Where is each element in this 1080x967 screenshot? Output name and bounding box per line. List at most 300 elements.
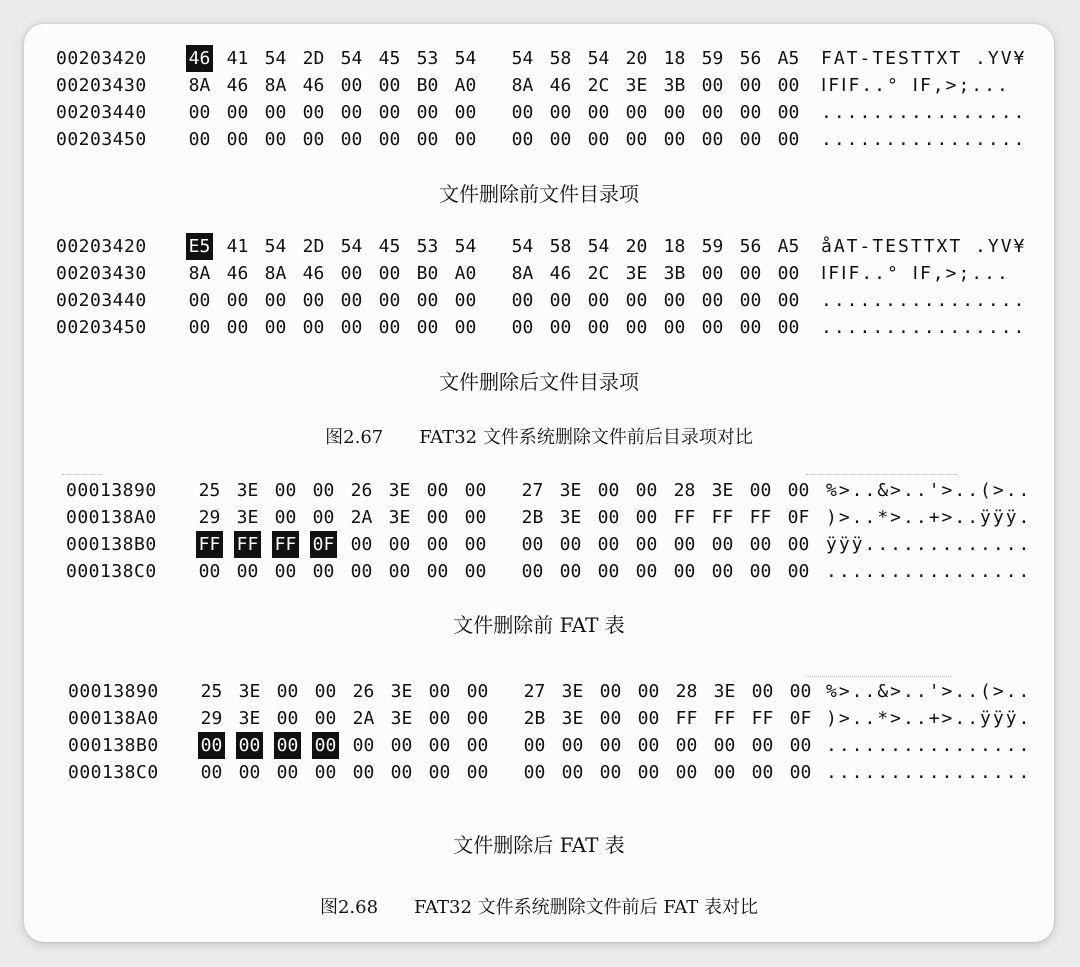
dotted-rule — [62, 474, 102, 475]
hex-address: 00203450 — [56, 129, 147, 150]
hex-byte: 00 — [226, 290, 249, 311]
hex-byte: 8A — [188, 263, 211, 284]
hex-byte: 00 — [466, 681, 489, 702]
hex-address: 00203440 — [56, 102, 147, 123]
ascii-column: )>..*>..+>..ÿÿÿ. — [826, 708, 1032, 729]
hex-byte: 3E — [559, 480, 582, 501]
hex-byte: 00 — [466, 735, 489, 756]
hex-byte: 00 — [511, 317, 534, 338]
hex-byte: 00 — [675, 762, 698, 783]
hex-byte: 20 — [625, 236, 648, 257]
hex-byte: 54 — [454, 236, 477, 257]
hex-byte: 00 — [637, 681, 660, 702]
hex-byte: 00 — [739, 263, 762, 284]
hex-byte: 00 — [378, 129, 401, 150]
ascii-column: åAT-TESTTXT .YV¥ — [821, 236, 1027, 257]
hex-byte: 00 — [675, 735, 698, 756]
hex-byte: 00 — [701, 317, 724, 338]
hex-byte: 00 — [198, 561, 221, 582]
ascii-column: ................ — [826, 561, 1032, 582]
hex-byte: 00 — [597, 534, 620, 555]
hex-byte: 8A — [511, 75, 534, 96]
hex-byte: 54 — [511, 48, 534, 69]
hex-address: 00203450 — [56, 317, 147, 338]
hex-byte: 00 — [416, 102, 439, 123]
hex-byte: 3E — [711, 480, 734, 501]
hex-byte: 2A — [350, 507, 373, 528]
hex-byte: 00 — [749, 480, 772, 501]
dump-caption-fat-before: 文件删除前 FAT 表 — [453, 613, 625, 637]
hex-byte: 00 — [264, 290, 287, 311]
hex-byte: 2C — [587, 75, 610, 96]
hex-byte: 00 — [587, 317, 610, 338]
hex-byte: 00 — [777, 102, 800, 123]
hex-byte: 00 — [789, 681, 812, 702]
hex-byte: 00 — [276, 681, 299, 702]
hex-byte: 00 — [390, 762, 413, 783]
hex-byte: 00 — [312, 561, 335, 582]
hex-byte: 8A — [264, 75, 287, 96]
hex-byte: 00 — [749, 561, 772, 582]
highlighted-byte: 46 — [186, 45, 213, 72]
hex-byte: 00 — [713, 735, 736, 756]
figure-caption-2-67 — [24, 423, 1054, 449]
hex-address: 00013890 — [68, 681, 159, 702]
hex-byte: 8A — [264, 263, 287, 284]
hex-byte: 3B — [663, 75, 686, 96]
hex-byte: 00 — [340, 75, 363, 96]
hex-address: 000138A0 — [66, 507, 157, 528]
highlighted-byte: E5 — [186, 233, 213, 260]
hex-byte: A5 — [777, 48, 800, 69]
hex-byte: 2B — [521, 507, 544, 528]
hex-byte: 0F — [787, 507, 810, 528]
hex-byte: 3E — [390, 681, 413, 702]
hex-byte: 00 — [264, 129, 287, 150]
hex-byte: 26 — [352, 681, 375, 702]
hex-byte: 00 — [711, 561, 734, 582]
hex-byte: 3E — [559, 507, 582, 528]
hex-byte: 00 — [751, 762, 774, 783]
hex-byte: 00 — [352, 735, 375, 756]
hex-byte: 00 — [787, 480, 810, 501]
hex-byte: 00 — [340, 263, 363, 284]
hex-byte: 3E — [236, 480, 259, 501]
hex-byte: 27 — [523, 681, 546, 702]
hex-address: 00203430 — [56, 75, 147, 96]
hex-byte: 00 — [226, 317, 249, 338]
hex-byte: 00 — [523, 762, 546, 783]
highlighted-byte: FF — [234, 531, 261, 558]
hex-byte: FF — [711, 507, 734, 528]
hex-byte: 20 — [625, 48, 648, 69]
hex-byte: 00 — [428, 681, 451, 702]
hex-byte: 00 — [264, 317, 287, 338]
hex-byte: 18 — [663, 236, 686, 257]
hex-byte: 00 — [673, 561, 696, 582]
dotted-rule — [806, 474, 956, 475]
hex-byte: 00 — [416, 290, 439, 311]
hex-address: 000138B0 — [68, 735, 159, 756]
hex-byte: 00 — [428, 762, 451, 783]
hex-byte: 3E — [561, 708, 584, 729]
hex-byte: 00 — [200, 762, 223, 783]
hex-byte: 00 — [635, 480, 658, 501]
hex-byte: 00 — [521, 561, 544, 582]
hex-byte: 00 — [416, 129, 439, 150]
hex-byte: 3E — [625, 75, 648, 96]
hex-byte: 54 — [264, 48, 287, 69]
hex-byte: 58 — [549, 48, 572, 69]
hex-byte: 00 — [466, 762, 489, 783]
hex-byte: 00 — [312, 507, 335, 528]
hex-byte: 59 — [701, 48, 724, 69]
hex-byte: 29 — [198, 507, 221, 528]
hex-byte: 00 — [739, 317, 762, 338]
hex-byte: 00 — [625, 129, 648, 150]
hex-byte: 00 — [464, 507, 487, 528]
hex-byte: 00 — [454, 290, 477, 311]
hex-byte: 00 — [587, 290, 610, 311]
hex-byte: 00 — [787, 534, 810, 555]
hex-byte: 00 — [789, 762, 812, 783]
hex-byte: 00 — [549, 290, 572, 311]
hex-address: 000138C0 — [66, 561, 157, 582]
hex-byte: 00 — [426, 561, 449, 582]
hex-byte: 3E — [388, 480, 411, 501]
hex-byte: 54 — [587, 236, 610, 257]
hex-address: 000138B0 — [66, 534, 157, 555]
hex-byte: 00 — [549, 317, 572, 338]
hex-byte: 54 — [587, 48, 610, 69]
hex-byte: 45 — [378, 48, 401, 69]
hex-byte: 53 — [416, 48, 439, 69]
hex-byte: 00 — [302, 129, 325, 150]
hex-byte: 00 — [188, 102, 211, 123]
hex-byte: 00 — [777, 317, 800, 338]
hex-byte: 00 — [701, 129, 724, 150]
hex-byte: 00 — [561, 735, 584, 756]
hex-byte: 00 — [188, 290, 211, 311]
hex-byte: 00 — [466, 708, 489, 729]
hex-byte: 41 — [226, 48, 249, 69]
hex-byte: 46 — [302, 75, 325, 96]
hex-byte: 00 — [701, 263, 724, 284]
hex-byte: 00 — [789, 735, 812, 756]
hex-byte: 59 — [701, 236, 724, 257]
hex-byte: 00 — [390, 735, 413, 756]
figure-title: FAT32 文件系统删除文件前后目录项对比 — [419, 427, 753, 448]
hex-byte: 00 — [378, 317, 401, 338]
hex-byte: 00 — [637, 708, 660, 729]
hex-byte: A0 — [454, 263, 477, 284]
hex-byte: 3E — [238, 708, 261, 729]
hex-address: 00013890 — [66, 480, 157, 501]
hex-byte: 00 — [549, 102, 572, 123]
hex-byte: 54 — [454, 48, 477, 69]
hex-byte: 00 — [302, 317, 325, 338]
hex-byte: 00 — [663, 317, 686, 338]
hex-byte: 3E — [713, 681, 736, 702]
figure-number: 图2.68 — [319, 897, 379, 918]
hex-byte: 0F — [789, 708, 812, 729]
hex-byte: 00 — [523, 735, 546, 756]
hex-byte: 00 — [561, 762, 584, 783]
hex-byte: 00 — [340, 290, 363, 311]
highlighted-byte: FF — [196, 531, 223, 558]
hex-byte: 00 — [663, 129, 686, 150]
hex-byte: 00 — [426, 534, 449, 555]
figure-title: FAT32 文件系统删除文件前后 FAT 表对比 — [414, 897, 759, 918]
hex-byte: 00 — [751, 735, 774, 756]
ascii-column: %>..&>..'>..(>.. — [826, 480, 1032, 501]
hex-byte: 00 — [663, 290, 686, 311]
hex-byte: 2D — [302, 236, 325, 257]
hex-byte: 3E — [390, 708, 413, 729]
highlighted-byte: 00 — [312, 732, 339, 759]
hex-byte: 00 — [599, 762, 622, 783]
hex-byte: 00 — [701, 102, 724, 123]
ascii-column: ................ — [826, 735, 1032, 756]
hex-byte: 8A — [188, 75, 211, 96]
hex-byte: 8A — [511, 263, 534, 284]
hex-byte: FF — [713, 708, 736, 729]
hex-byte: 46 — [226, 75, 249, 96]
hex-byte: 46 — [549, 263, 572, 284]
hex-byte: 00 — [701, 75, 724, 96]
hex-byte: 00 — [274, 561, 297, 582]
hex-byte: 00 — [276, 762, 299, 783]
hex-byte: 46 — [226, 263, 249, 284]
dump-caption-dir-after: 文件删除后文件目录项 — [439, 370, 639, 394]
highlighted-byte: 00 — [236, 732, 263, 759]
hex-byte: 00 — [378, 102, 401, 123]
hex-byte: 00 — [188, 317, 211, 338]
hex-byte: 46 — [302, 263, 325, 284]
hex-byte: 25 — [198, 480, 221, 501]
ascii-column: %>..&>..'>..(>.. — [826, 681, 1032, 702]
hex-byte: 00 — [188, 129, 211, 150]
hex-byte: 2B — [523, 708, 546, 729]
hex-byte: 28 — [675, 681, 698, 702]
ascii-column: ⅠFⅠF..° ⅠF,>;... — [821, 263, 1010, 284]
hex-byte: 00 — [511, 129, 534, 150]
hex-byte: 00 — [559, 561, 582, 582]
hex-byte: 3E — [238, 681, 261, 702]
hex-byte: 00 — [637, 735, 660, 756]
hex-byte: 00 — [378, 75, 401, 96]
hex-byte: 00 — [625, 317, 648, 338]
hex-byte: 00 — [226, 102, 249, 123]
document-card — [24, 24, 1054, 942]
hex-byte: 00 — [350, 534, 373, 555]
hex-byte: 00 — [378, 290, 401, 311]
hex-byte: 00 — [340, 317, 363, 338]
hex-byte: 00 — [464, 534, 487, 555]
hex-byte: 00 — [340, 102, 363, 123]
hex-byte: 54 — [340, 48, 363, 69]
hex-byte: 00 — [352, 762, 375, 783]
hex-byte: 00 — [312, 480, 335, 501]
hex-byte: 3E — [388, 507, 411, 528]
highlighted-byte: 0F — [310, 531, 337, 558]
hex-byte: 00 — [739, 102, 762, 123]
hex-byte: FF — [673, 507, 696, 528]
hex-byte: 00 — [549, 129, 572, 150]
hex-byte: 00 — [663, 102, 686, 123]
hex-byte: 00 — [597, 507, 620, 528]
hex-byte: 00 — [226, 129, 249, 150]
hex-byte: 54 — [511, 236, 534, 257]
hex-byte: 29 — [200, 708, 223, 729]
hex-byte: 00 — [511, 290, 534, 311]
dump-caption-fat-after: 文件删除后 FAT 表 — [453, 833, 625, 857]
hex-byte: 00 — [597, 480, 620, 501]
hex-byte: 41 — [226, 236, 249, 257]
ascii-column: ................ — [821, 102, 1027, 123]
dump-caption-dir-before: 文件删除前文件目录项 — [439, 182, 639, 206]
hex-byte: 58 — [549, 236, 572, 257]
hex-address: 00203420 — [56, 236, 147, 257]
hex-byte: 3E — [561, 681, 584, 702]
hex-byte: 00 — [713, 762, 736, 783]
hex-byte: 00 — [302, 102, 325, 123]
hex-byte: FF — [749, 507, 772, 528]
hex-byte: 00 — [625, 290, 648, 311]
hex-byte: 00 — [739, 129, 762, 150]
hex-byte: 00 — [625, 102, 648, 123]
hex-byte: 00 — [264, 102, 287, 123]
hex-byte: 00 — [599, 735, 622, 756]
ascii-column: ⅠFⅠF..° ⅠF,>;... — [821, 75, 1010, 96]
ascii-column: ................ — [821, 317, 1027, 338]
hex-byte: 00 — [711, 534, 734, 555]
hex-byte: 2A — [352, 708, 375, 729]
hex-byte: 27 — [521, 480, 544, 501]
hex-byte: 2C — [587, 263, 610, 284]
hex-byte: 00 — [274, 507, 297, 528]
hex-byte: 18 — [663, 48, 686, 69]
hex-byte: 00 — [739, 75, 762, 96]
hex-byte: 00 — [238, 762, 261, 783]
hex-byte: 00 — [454, 317, 477, 338]
hex-byte: A0 — [454, 75, 477, 96]
hex-byte: 00 — [350, 561, 373, 582]
hex-byte: 00 — [314, 762, 337, 783]
hex-byte: 3E — [236, 507, 259, 528]
hex-byte: 00 — [340, 129, 363, 150]
hex-byte: 00 — [635, 561, 658, 582]
hex-byte: B0 — [416, 263, 439, 284]
hex-byte: 00 — [637, 762, 660, 783]
hex-address: 000138C0 — [68, 762, 159, 783]
hex-address: 00203430 — [56, 263, 147, 284]
hex-byte: 00 — [777, 75, 800, 96]
highlighted-byte: FF — [272, 531, 299, 558]
hex-byte: 00 — [416, 317, 439, 338]
hex-byte: 00 — [777, 263, 800, 284]
hex-byte: 00 — [388, 534, 411, 555]
hex-byte: 00 — [749, 534, 772, 555]
hex-byte: 3B — [663, 263, 686, 284]
ascii-column: ................ — [821, 290, 1027, 311]
hex-byte: 00 — [274, 480, 297, 501]
hex-byte: FF — [675, 708, 698, 729]
hex-byte: 00 — [302, 290, 325, 311]
hex-byte: 28 — [673, 480, 696, 501]
hex-byte: 54 — [340, 236, 363, 257]
hex-byte: 00 — [635, 507, 658, 528]
hex-byte: 00 — [635, 534, 658, 555]
hex-byte: 00 — [428, 735, 451, 756]
figure-caption-2-68 — [24, 893, 1054, 919]
ascii-column: ................ — [821, 129, 1027, 150]
hex-byte: 46 — [549, 75, 572, 96]
hex-byte: 00 — [559, 534, 582, 555]
hex-byte: 00 — [777, 129, 800, 150]
hex-byte: 00 — [511, 102, 534, 123]
hex-address: 00203440 — [56, 290, 147, 311]
hex-byte: 00 — [454, 129, 477, 150]
hex-byte: A5 — [777, 236, 800, 257]
dotted-rule — [806, 676, 951, 677]
hex-byte: 56 — [739, 236, 762, 257]
hex-byte: 00 — [739, 290, 762, 311]
hex-byte: 00 — [454, 102, 477, 123]
hex-byte: 25 — [200, 681, 223, 702]
hex-byte: 00 — [673, 534, 696, 555]
hex-byte: 00 — [599, 681, 622, 702]
highlighted-byte: 00 — [274, 732, 301, 759]
hex-byte: 2D — [302, 48, 325, 69]
hex-byte: 00 — [426, 507, 449, 528]
hex-byte: 56 — [739, 48, 762, 69]
ascii-column: FAT-TESTTXT .YV¥ — [821, 48, 1027, 69]
hex-byte: 54 — [264, 236, 287, 257]
hex-byte: 00 — [751, 681, 774, 702]
hex-byte: B0 — [416, 75, 439, 96]
hex-byte: 00 — [314, 681, 337, 702]
ascii-column: )>..*>..+>..ÿÿÿ. — [826, 507, 1032, 528]
hex-byte: 00 — [388, 561, 411, 582]
hex-byte: 00 — [378, 263, 401, 284]
hex-byte: 00 — [236, 561, 259, 582]
hex-byte: 00 — [587, 102, 610, 123]
hex-byte: 00 — [276, 708, 299, 729]
hex-byte: 00 — [314, 708, 337, 729]
hex-byte: 00 — [701, 290, 724, 311]
highlighted-byte: 00 — [198, 732, 225, 759]
hex-byte: 00 — [428, 708, 451, 729]
hex-byte: 53 — [416, 236, 439, 257]
hex-address: 000138A0 — [68, 708, 159, 729]
hex-byte: 26 — [350, 480, 373, 501]
hex-byte: 00 — [426, 480, 449, 501]
hex-byte: 00 — [464, 561, 487, 582]
hex-byte: 45 — [378, 236, 401, 257]
figure-number: 图2.67 — [325, 427, 384, 448]
hex-byte: 00 — [597, 561, 620, 582]
hex-byte: 00 — [587, 129, 610, 150]
hex-address: 00203420 — [56, 48, 147, 69]
hex-byte: 00 — [777, 290, 800, 311]
hex-byte: 00 — [521, 534, 544, 555]
hex-byte: FF — [751, 708, 774, 729]
hex-byte: 00 — [464, 480, 487, 501]
ascii-column: ................ — [826, 762, 1032, 783]
ascii-column: ÿÿÿ............. — [826, 534, 1032, 555]
hex-byte: 00 — [787, 561, 810, 582]
